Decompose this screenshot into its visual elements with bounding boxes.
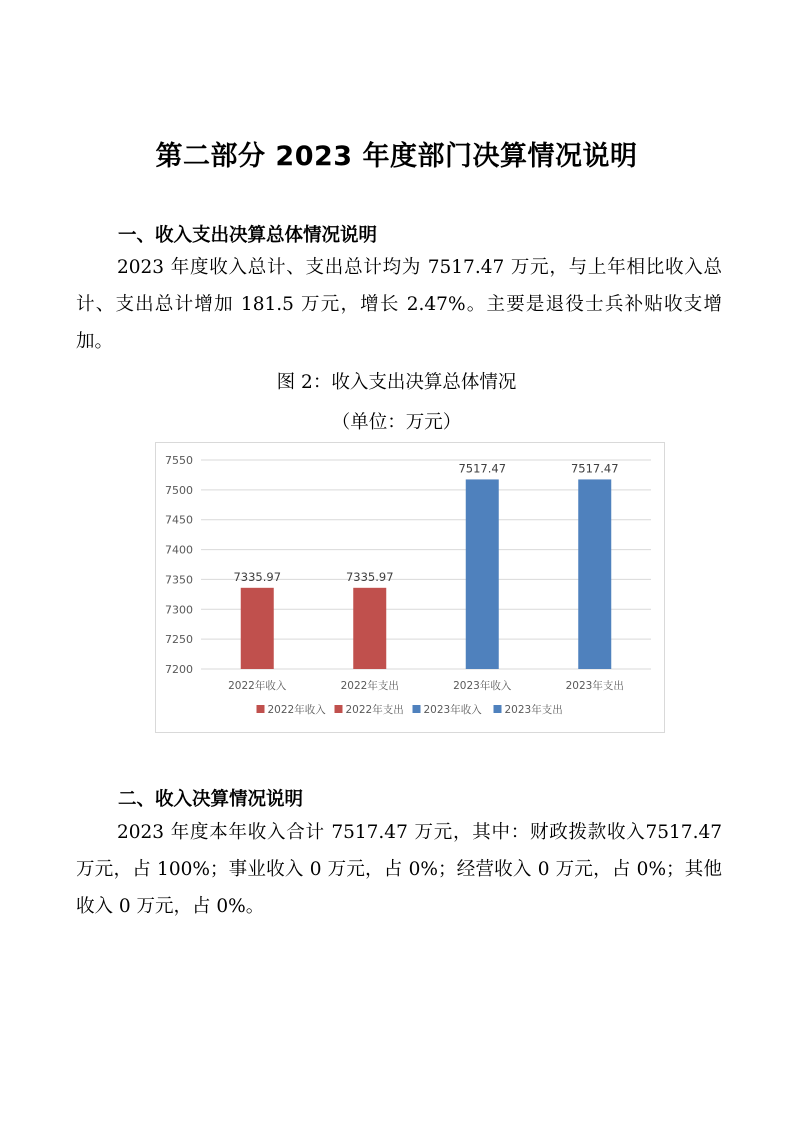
x-tick-label: 2023年收入 [453,680,512,692]
legend-swatch [335,705,343,713]
bar [578,479,611,669]
bar [241,588,274,669]
y-tick-label: 7300 [165,603,193,617]
page-title: 第二部分 2023 年度部门决算情况说明 [155,141,638,172]
data-label: 7517.47 [458,461,507,476]
legend-label: 2022年收入 [267,704,326,716]
bar [353,588,386,669]
x-tick-label: 2022年支出 [340,680,399,692]
legend-swatch [257,705,265,713]
legend-swatch [413,705,421,713]
section1-heading: 一、收入支出决算总体情况说明 [118,225,378,246]
legend-label: 2023年收入 [423,704,482,716]
data-label: 7517.47 [570,461,619,476]
legend-label: 2022年支出 [345,704,404,716]
data-label: 7335.97 [233,569,282,584]
y-tick-label: 7500 [165,483,193,497]
y-tick-label: 7200 [165,663,193,676]
x-tick-label: 2023年支出 [565,680,624,692]
y-tick-label: 7350 [165,573,193,587]
figure-caption: 图 2：收入支出决算总体情况 [276,372,517,393]
chart-svg [156,443,664,732]
section2-paragraph: 2023 年度本年收入合计 7517.47 万元，其中：财政拨款收入7517.47 万元，占 100%；事业收入 0 万元，占 0%；经营收入 0 万元，占 0%；其他收入 0 万元，占 0%。 [76,822,722,917]
data-label: 7335.97 [345,569,394,584]
y-tick-label: 7400 [165,543,193,557]
y-tick-label: 7250 [165,633,193,647]
x-tick-label: 2022年收入 [228,680,287,692]
y-tick-label: 7550 [165,454,193,467]
bar-chart [155,442,665,733]
figure-unit: （单位：万元） [331,412,462,433]
legend-label: 2023年支出 [504,704,563,716]
section2-heading: 二、收入决算情况说明 [118,789,304,810]
bar [466,479,499,669]
legend-swatch [494,705,502,713]
y-tick-label: 7450 [165,513,193,527]
section1-paragraph: 2023 年度收入总计、支出总计均为 7517.47 万元，与上年相比收入总计、支出总计增加 181.5 万元，增长 2.47%。主要是退役士兵补贴收支增加。 [76,257,722,352]
